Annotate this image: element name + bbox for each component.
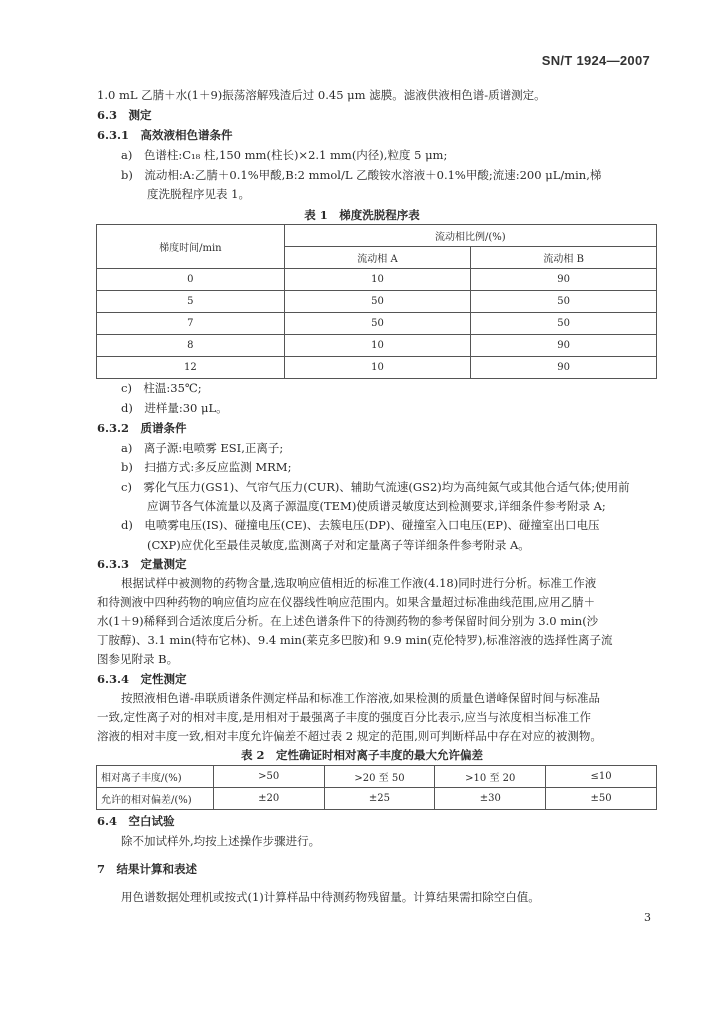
list-item-c: c) 雾化气压力(GS1)、气帘气压力(CUR)、辅助气流速(GS2)均为高纯氮气或其他合适气体;使用前 [121, 480, 630, 494]
paragraph-line: 用色谱数据处理机或按式(1)计算样品中待测药物残留量。计算结果需扣除空白值。 [121, 890, 540, 904]
paragraph-line: 水(1＋9)稀释到合适浓度后分析。在上述色谱条件下的待测药物的参考保留时间分别为 3.0 min(沙 [97, 614, 599, 628]
section-heading-6-3: 6.3 测定 [97, 108, 152, 122]
table-cell: 10 [284, 357, 471, 379]
table-cell: 90 [471, 357, 657, 379]
paragraph-line: 图参见附录 B。 [97, 652, 179, 666]
section-heading-6-4: 6.4 空白试验 [97, 814, 175, 828]
table1-caption: 表 1 梯度洗脱程序表 [304, 208, 420, 222]
list-item-a: a) 色谱柱:C₁₈ 柱,150 mm(柱长)×2.1 mm(内径),粒度 5 μm; [121, 148, 448, 162]
body-text: 1.0 mL 乙腈＋水(1＋9)振荡溶解残渣后过 0.45 μm 滤膜。滤液供液相色谱-质谱测定。 [97, 88, 546, 102]
list-item-d-continued: (CXP)应优化至最佳灵敏度,监测离子对和定量离子等详细条件参考附录 A。 [147, 538, 530, 552]
table-cell: 90 [471, 269, 657, 291]
list-item-a: a) 离子源:电喷雾 ESI,正离子; [121, 441, 284, 455]
table-row [97, 766, 657, 788]
list-item-d: d) 进样量:30 μL。 [121, 401, 228, 415]
section-heading-7: 7 结果计算和表述 [97, 862, 198, 876]
table-header-ratio: 流动相比例/(%) [284, 225, 656, 247]
table-cell: >50 [213, 766, 324, 788]
table-cell: ≤10 [546, 766, 657, 788]
paragraph-line: 按照液相色谱-串联质谱条件测定样品和标准工作溶液,如果检测的质量色谱峰保留时间与标准品 [121, 691, 601, 705]
table-header-time: 梯度时间/min [97, 225, 285, 269]
table-cell: ±25 [324, 788, 435, 810]
table-header-b: 流动相 B [471, 247, 657, 269]
section-heading-6-3-1: 6.3.1 高效液相色谱条件 [97, 128, 233, 142]
row-label: 相对离子丰度/(%) [97, 766, 214, 788]
row-label: 允许的相对偏差/(%) [97, 788, 214, 810]
table-cell: 50 [471, 313, 657, 335]
list-item-d: d) 电喷雾电压(IS)、碰撞电压(CE)、去簇电压(DP)、碰撞室入口电压(EP)、碰撞室出口电压 [121, 518, 600, 532]
paragraph-line: 丁胺醇)、3.1 min(特布它林)、9.4 min(莱克多巴胺)和 9.9 min(克伦特罗),标准溶液的选择性离子流 [97, 633, 613, 647]
paragraph-line: 溶液的相对丰度一致,相对丰度允许偏差不超过表 2 规定的范围,则可判断样品中存在对应的被测物。 [97, 729, 602, 743]
table-cell: ±20 [213, 788, 324, 810]
table-cell: ±30 [435, 788, 546, 810]
table-header-a: 流动相 A [284, 247, 471, 269]
table-cell: >10 至 20 [435, 766, 546, 788]
table-cell: 5 [97, 291, 285, 313]
section-heading-6-3-2: 6.3.2 质谱条件 [97, 421, 187, 435]
gradient-table [96, 224, 657, 379]
paragraph-line: 除不加试样外,均按上述操作步骤进行。 [121, 834, 321, 848]
table-row [97, 313, 657, 335]
table-cell: 90 [471, 335, 657, 357]
table-cell: 8 [97, 335, 285, 357]
paragraph-line: 一致,定性离子对的相对丰度,是用相对于最强离子丰度的强度百分比表示,应当与浓度相当标准工作 [97, 710, 591, 724]
list-item-c-continued: 应调节各气体流量以及离子源温度(TEM)使质谱灵敏度达到检测要求,详细条件参考附录 A; [147, 499, 606, 513]
table-cell: >20 至 50 [324, 766, 435, 788]
table-cell: 0 [97, 269, 285, 291]
table-cell: ±50 [546, 788, 657, 810]
table-row [97, 291, 657, 313]
table-cell: 12 [97, 357, 285, 379]
list-item-b: b) 流动相:A:乙腈＋0.1%甲酸,B:2 mmol/L 乙酸铵水溶液＋0.1%甲酸;流速:200 μL/min,梯 [121, 168, 602, 182]
table-cell: 50 [471, 291, 657, 313]
table-row [97, 269, 657, 291]
table2-caption: 表 2 定性确证时相对离子丰度的最大允许偏差 [240, 748, 483, 762]
section-heading-6-3-4: 6.3.4 定性测定 [97, 672, 187, 686]
list-item-b-continued: 度洗脱程序见表 1。 [147, 187, 250, 201]
table-row [97, 788, 657, 810]
table-row [97, 335, 657, 357]
paragraph-line: 根据试样中被测物的药物含量,选取响应值相近的标准工作液(4.18)同时进行分析。标准工作液 [121, 576, 597, 590]
table-cell: 10 [284, 269, 471, 291]
document-id: SN/T 1924—2007 [541, 53, 650, 68]
table-cell: 10 [284, 335, 471, 357]
list-item-c: c) 柱温:35℃; [121, 381, 202, 395]
table-cell: 7 [97, 313, 285, 335]
table-row [97, 357, 657, 379]
section-heading-6-3-3: 6.3.3 定量测定 [97, 557, 187, 571]
table-cell: 50 [284, 291, 471, 313]
tolerance-table [96, 765, 657, 810]
table-cell: 50 [284, 313, 471, 335]
paragraph-line: 和待测液中四种药物的响应值均应在仪器线性响应范围内。如果含量超过标准曲线范围,应用乙腈＋ [97, 595, 596, 609]
list-item-b: b) 扫描方式:多反应监测 MRM; [121, 460, 292, 474]
page-number: 3 [644, 911, 651, 924]
